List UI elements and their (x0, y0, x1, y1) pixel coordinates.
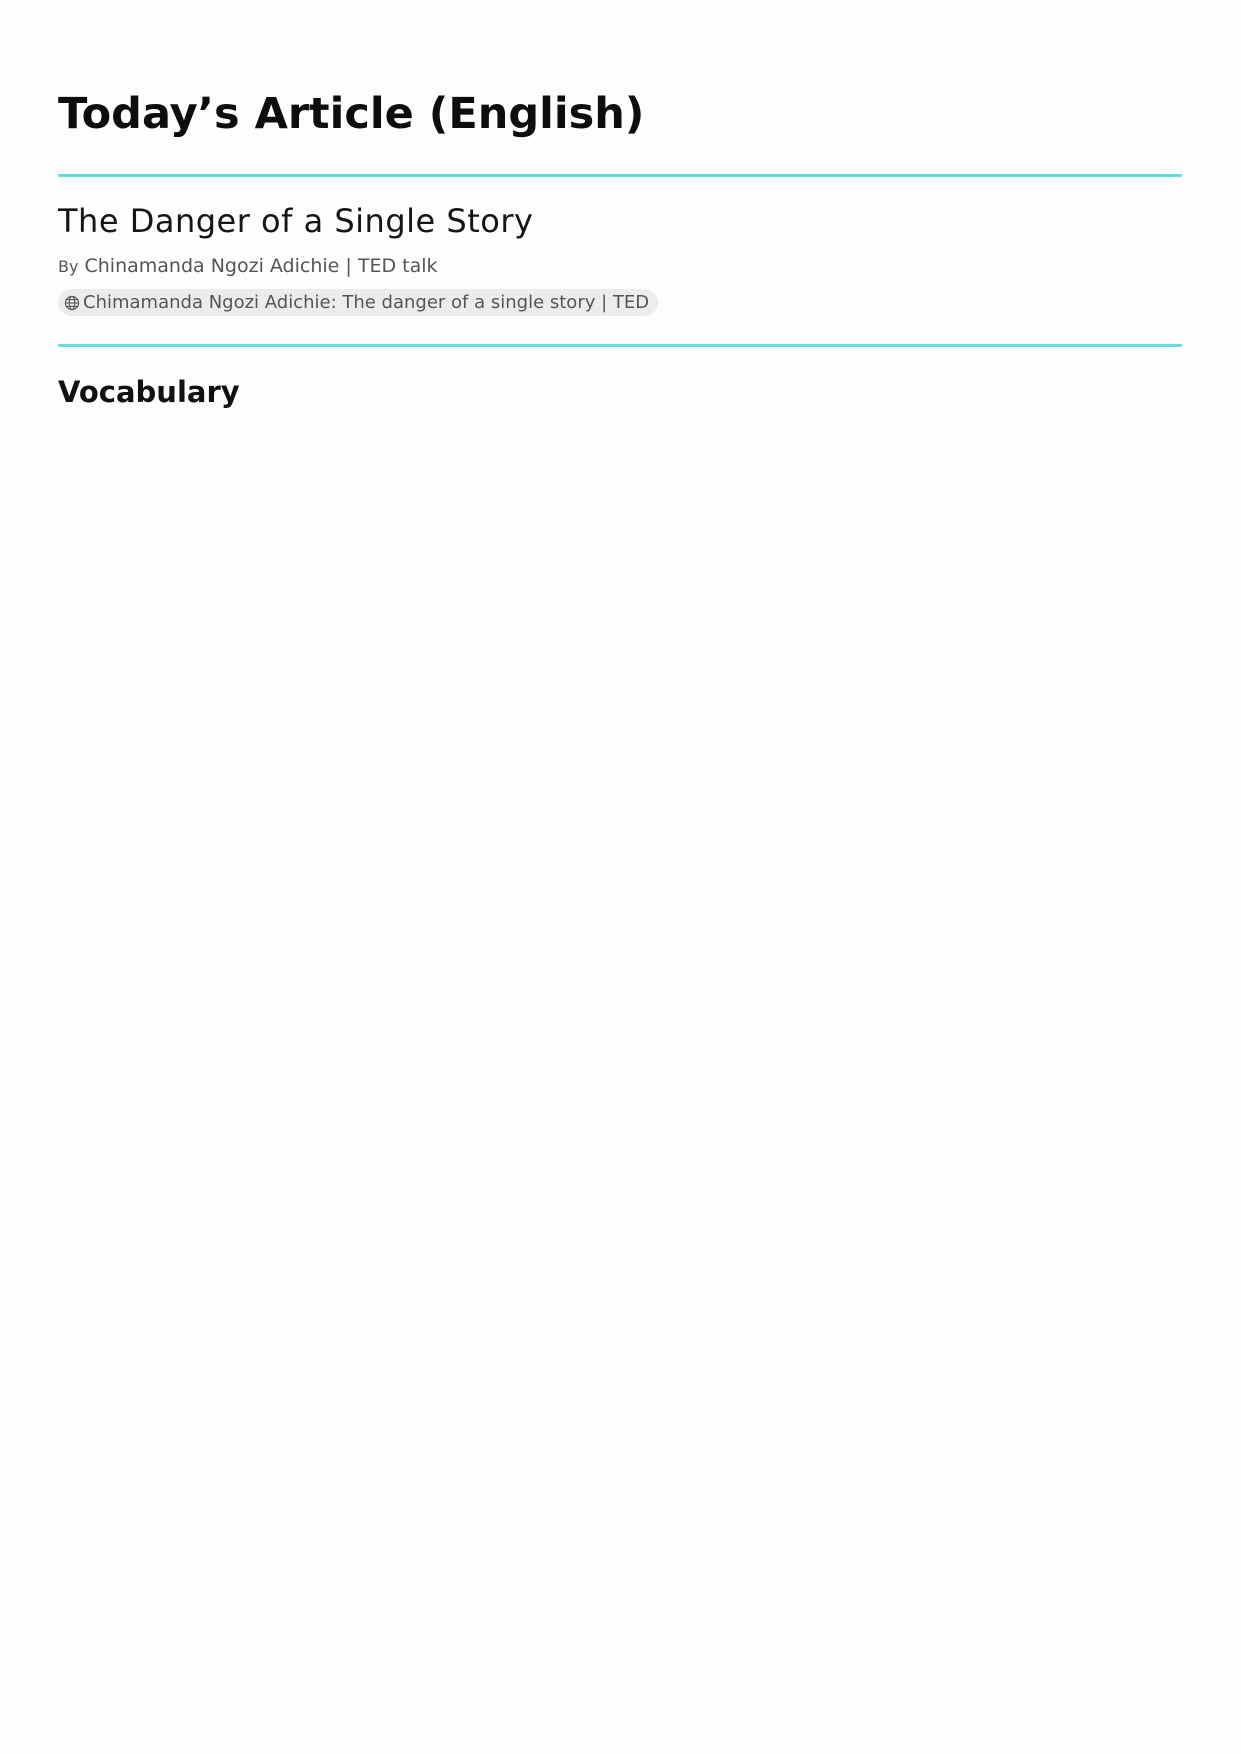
byline-author-source: Chinamanda Ngozi Adichie | TED talk (84, 255, 438, 277)
source-link-label: Chimamanda Ngozi Adichie: The danger of a single story | TED (83, 291, 650, 313)
source-link[interactable] (58, 289, 658, 316)
byline-prefix: By (58, 257, 79, 276)
article-title: The Danger of a Single Story (58, 202, 534, 240)
page-title: Today’s Article (English) (58, 89, 645, 139)
globe-icon (64, 295, 80, 311)
article-byline (58, 254, 438, 279)
section-divider (58, 344, 1182, 347)
header-divider (58, 174, 1182, 177)
vocabulary-heading: Vocabulary (58, 375, 240, 409)
